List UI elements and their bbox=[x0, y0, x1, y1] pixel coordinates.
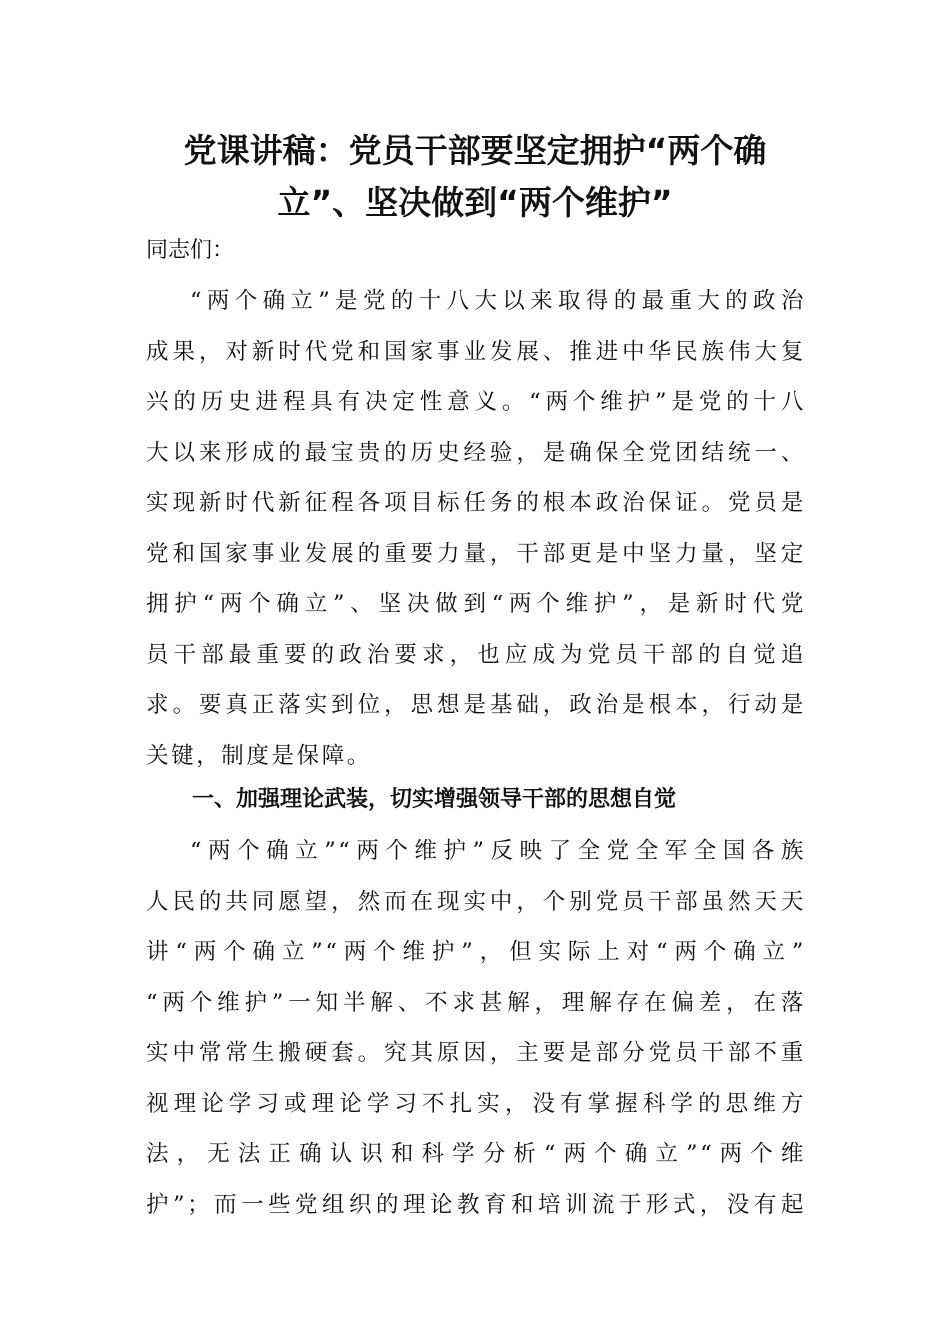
document-title bbox=[140, 125, 810, 229]
paragraph-line: 关键，制度是保障。 bbox=[146, 742, 372, 769]
paragraph-line: 员干部最重要的政治要求，也应成为党员干部的自觉追 bbox=[146, 641, 806, 668]
paragraph-line: 大以来形成的最宝贵的历史经验，是确保全党团结统一、 bbox=[146, 439, 806, 466]
paragraph-line: 讲“两个确立”“两个维护”，但实际上对“两个确立” bbox=[146, 939, 806, 965]
paragraph-line: 人民的共同愿望，然而在现实中，个别党员干部虽然天天 bbox=[146, 888, 806, 915]
paragraph-line: 党和国家事业发展的重要力量，干部更是中坚力量，坚定 bbox=[146, 540, 806, 567]
paragraph-line: 兴的历史进程具有决定性意义。“两个维护”是党的十八 bbox=[146, 389, 806, 415]
paragraph-1 bbox=[146, 276, 806, 781]
paragraph-line: 拥护“两个确立”、坚决做到“两个维护”，是新时代党 bbox=[146, 591, 806, 617]
salutation: 同志们： bbox=[146, 238, 235, 263]
paragraph-line: 护”；而一些党组织的理论教育和培训流于形式，没有起 bbox=[146, 1191, 806, 1218]
paragraph-line: 实现新时代新征程各项目标任务的根本政治保证。党员是 bbox=[146, 490, 806, 516]
paragraph-line: 求。要真正落实到位，思想是基础，政治是根本，行动是 bbox=[146, 692, 806, 718]
paragraph-line: “两个确立”“两个维护”反映了全党全军全国各族 bbox=[190, 838, 806, 864]
paragraph-line: “两个维护”一知半解、不求甚解，理解存在偏差，在落 bbox=[146, 989, 806, 1016]
title-line-2: 立”、坚决做到“两个维护” bbox=[277, 183, 673, 222]
paragraph-line: 视理论学习或理论学习不扎实，没有掌握科学的思维方 bbox=[146, 1090, 806, 1117]
section-heading: 一、加强理论武装，切实增强领导干部的思想自觉 bbox=[192, 787, 677, 812]
paragraph-line: “两个确立”是党的十八大以来取得的最重大的政治 bbox=[190, 288, 806, 314]
paragraph-line: 法，无法正确认识和科学分析“两个确立”“两个维 bbox=[146, 1141, 806, 1167]
paragraph-2 bbox=[146, 826, 806, 1230]
paragraph-line: 成果，对新时代党和国家事业发展、推进中华民族伟大复 bbox=[146, 338, 806, 365]
title-line-1: 党课讲稿：党员干部要坚定拥护“两个确 bbox=[183, 131, 767, 170]
paragraph-line: 实中常常生搬硬套。究其原因，主要是部分党员干部不重 bbox=[146, 1040, 806, 1066]
